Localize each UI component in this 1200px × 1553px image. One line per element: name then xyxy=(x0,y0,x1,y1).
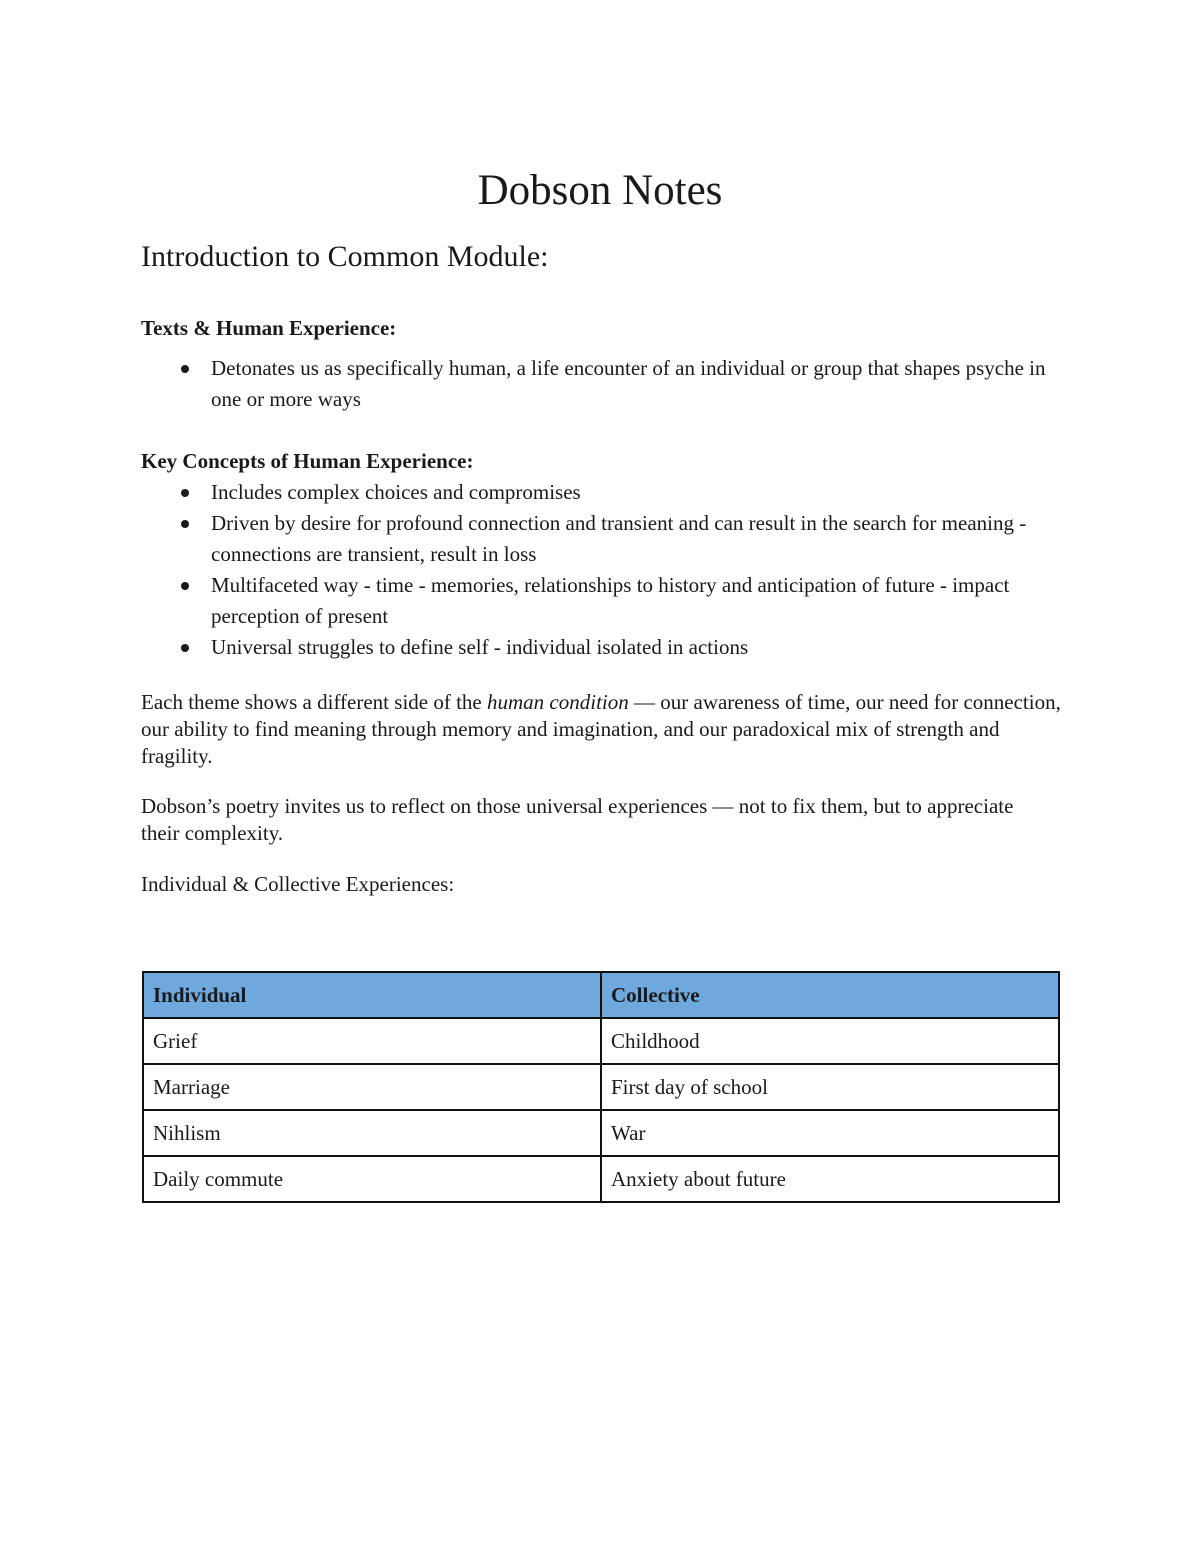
bullet-list-texts xyxy=(141,353,1061,415)
table-cell: Childhood xyxy=(601,1018,1059,1064)
table-cell: Anxiety about future xyxy=(601,1156,1059,1202)
table-caption: Individual & Collective Experiences: xyxy=(141,872,455,896)
table-cell: War xyxy=(601,1110,1059,1156)
section-heading-texts-human-experience: Texts & Human Experience: xyxy=(141,316,397,340)
document-subtitle: Introduction to Common Module: xyxy=(141,240,549,273)
bullet-icon xyxy=(181,582,189,590)
list-item xyxy=(141,632,1041,663)
table-cell: Daily commute xyxy=(143,1156,601,1202)
table-header-row xyxy=(143,972,1059,1018)
document-title: Dobson Notes xyxy=(477,167,723,214)
bullet-text: Driven by desire for profound connection and transient and can result in the search for meaning - connections are transient, result in loss xyxy=(211,511,1027,566)
experiences-table xyxy=(142,971,1060,1203)
list-item xyxy=(141,353,1061,415)
table-row xyxy=(143,1018,1059,1064)
table-header-individual: Individual xyxy=(143,972,601,1018)
bullet-text: Includes complex choices and compromises xyxy=(211,480,581,504)
table-row xyxy=(143,1110,1059,1156)
table-cell: First day of school xyxy=(601,1064,1059,1110)
table-cell: Marriage xyxy=(143,1064,601,1110)
table-cell: Nihlism xyxy=(143,1110,601,1156)
bullet-text: Universal struggles to define self - individual isolated in actions xyxy=(211,635,749,659)
paragraph-emphasis: human condition xyxy=(487,690,629,714)
list-item xyxy=(141,570,1041,632)
paragraph-human-condition xyxy=(141,689,1066,770)
bullet-text: Detonates us as specifically human, a life encounter of an individual or group that shapes psyche in one or more ways xyxy=(211,356,1046,411)
bullet-icon xyxy=(181,520,189,528)
bullet-icon xyxy=(181,489,189,497)
bullet-list-key-concepts xyxy=(141,477,1041,663)
paragraph-text-after: — our awareness of time, our need for connection, our ability to find meaning through memory and imagination, and our paradoxical mix of strength and fragility. xyxy=(141,690,1061,768)
table-row xyxy=(143,1064,1059,1110)
paragraph-text-before: Each theme shows a different side of the xyxy=(141,690,487,714)
bullet-icon xyxy=(181,365,189,373)
list-item xyxy=(141,477,1041,508)
bullet-text: Multifaceted way - time - memories, relationships to history and anticipation of future - impact perception of present xyxy=(211,573,1010,628)
table-row xyxy=(143,1156,1059,1202)
table-cell: Grief xyxy=(143,1018,601,1064)
list-item xyxy=(141,508,1041,570)
table-header-collective: Collective xyxy=(601,972,1059,1018)
bullet-icon xyxy=(181,644,189,652)
section-heading-key-concepts: Key Concepts of Human Experience: xyxy=(141,449,474,473)
paragraph-dobson-poetry: Dobson’s poetry invites us to reflect on those universal experiences — not to fix them, but to appreciate their complexity. xyxy=(141,794,1014,845)
